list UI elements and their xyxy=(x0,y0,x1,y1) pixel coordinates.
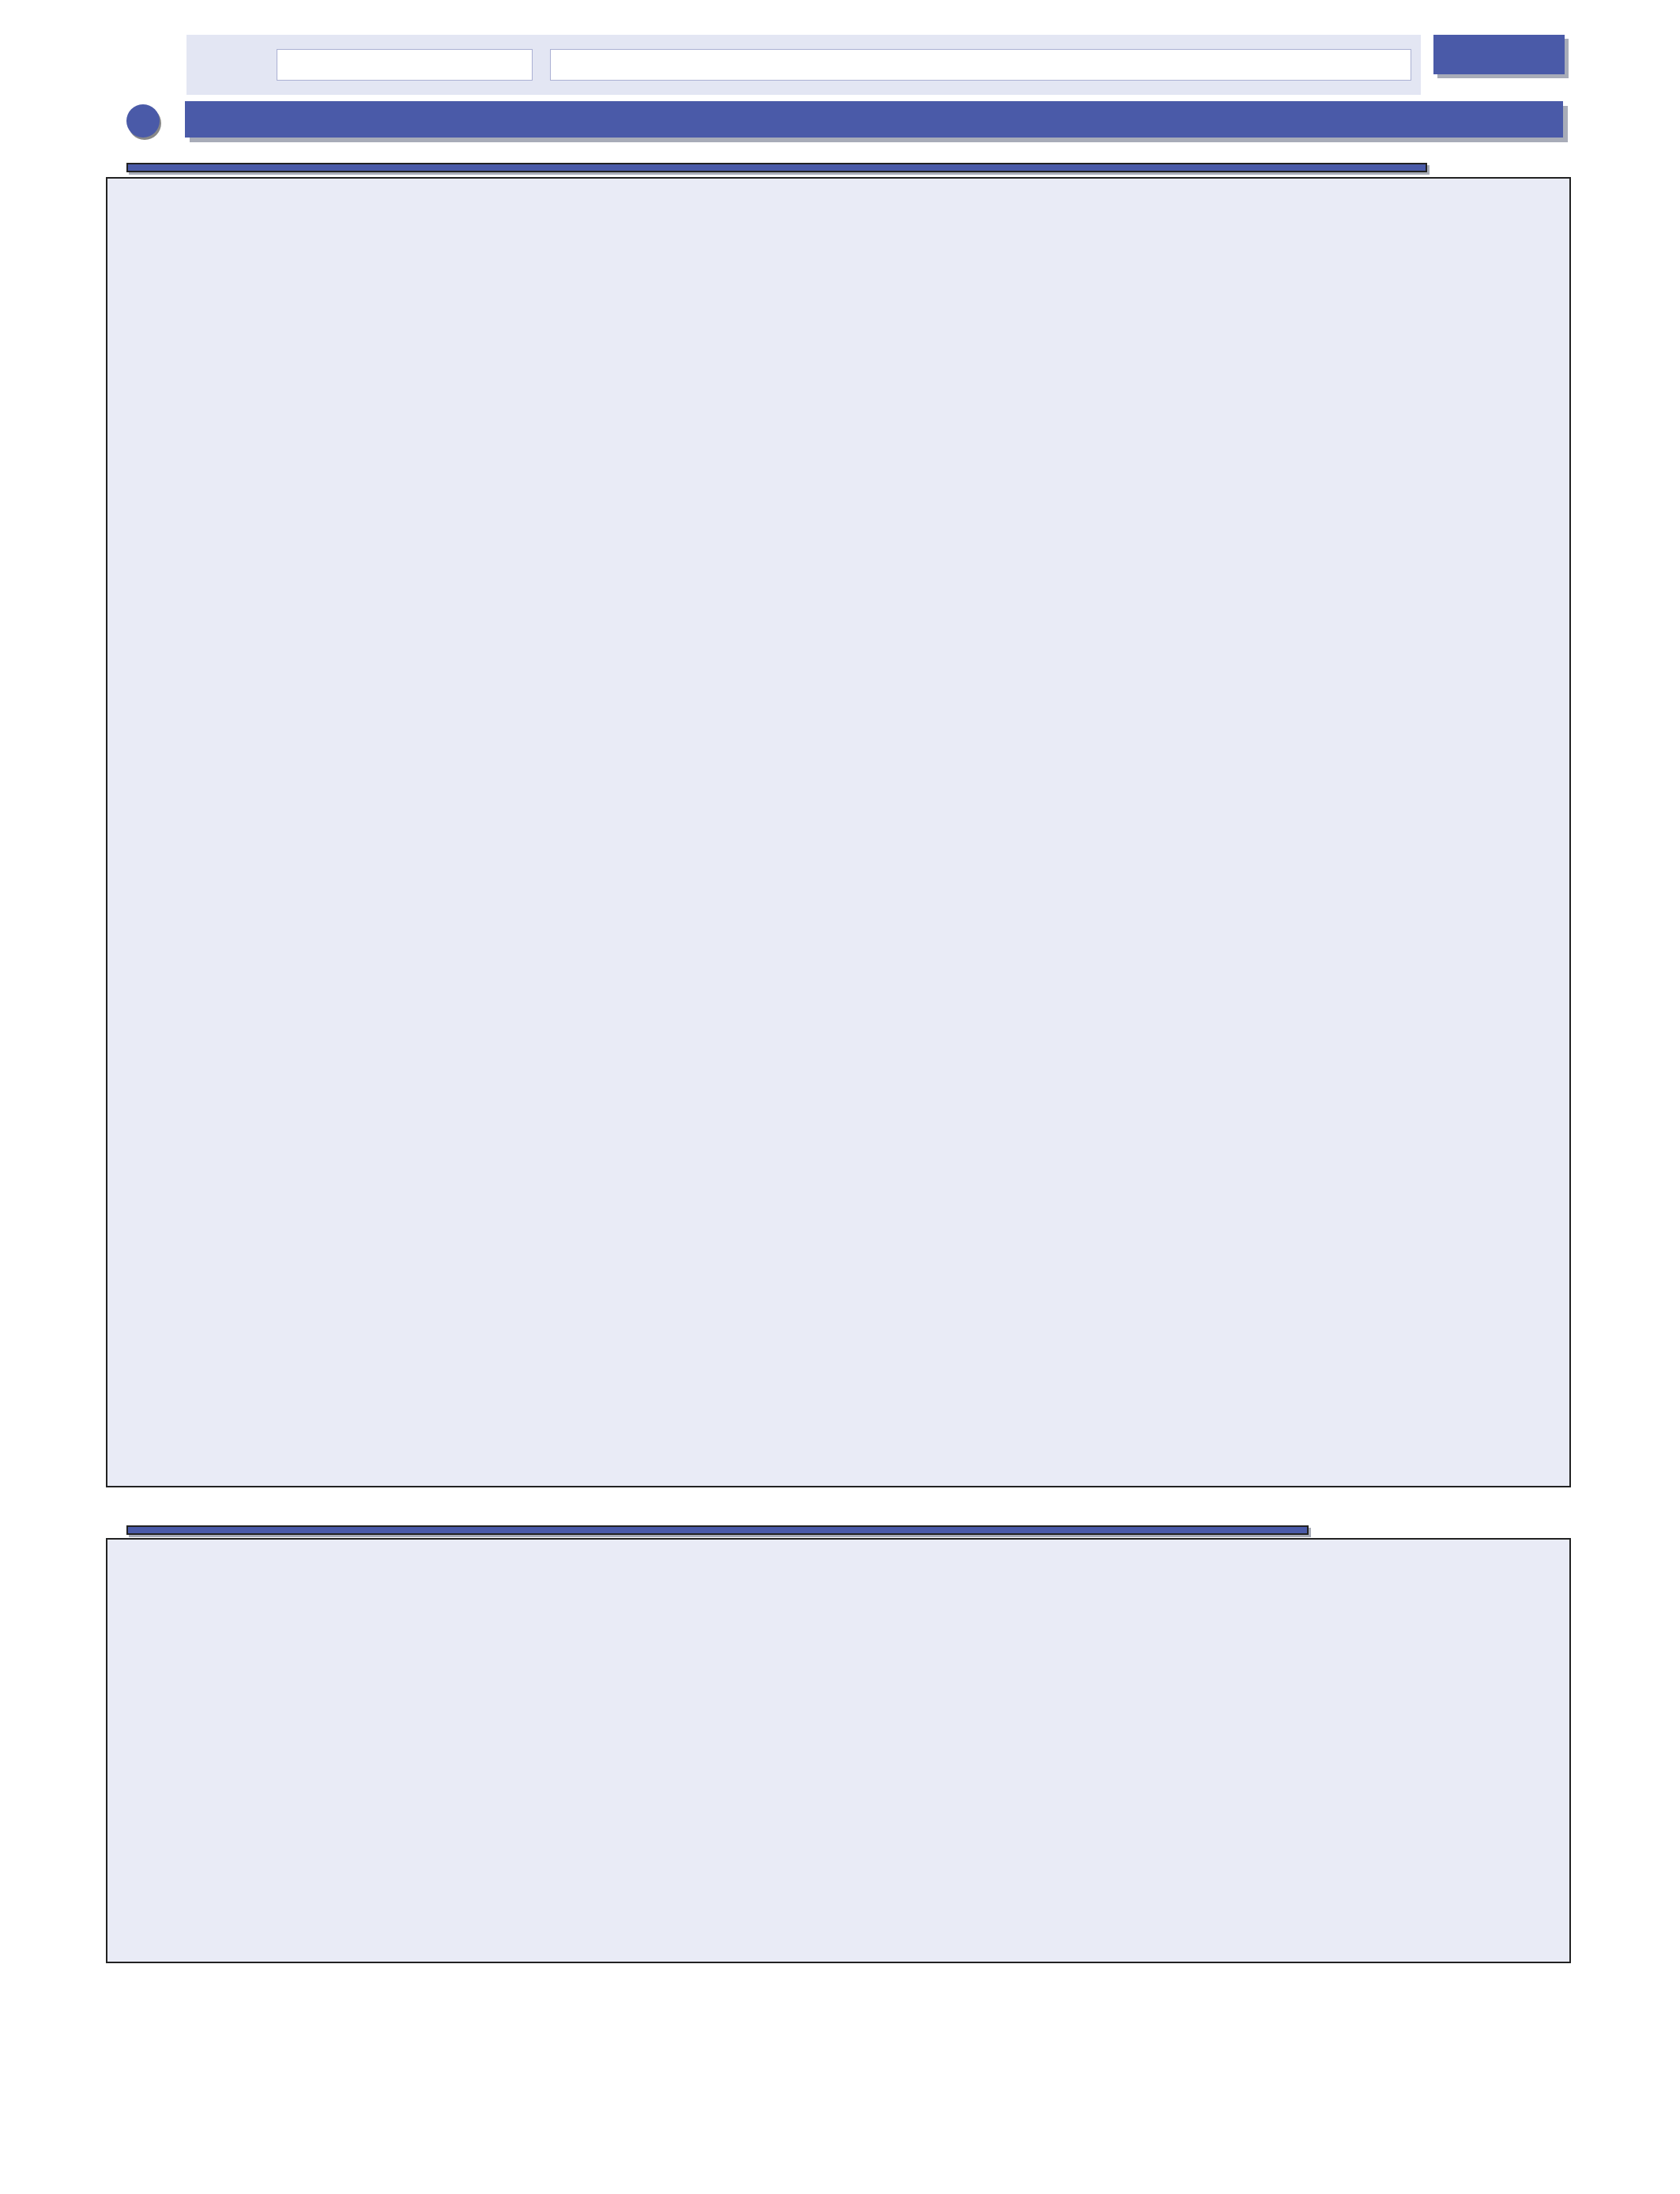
ejercicio-label xyxy=(106,30,179,32)
section-f-title-bar xyxy=(185,101,1563,138)
imputaciones-title xyxy=(126,1525,1309,1535)
apellidos-nombre-field[interactable] xyxy=(550,49,1411,81)
page-number-badge xyxy=(1433,35,1565,74)
section-f-badge xyxy=(126,104,160,138)
nif-field[interactable] xyxy=(277,49,533,81)
atribucion-rentas-title xyxy=(126,163,1427,172)
atribucion-rentas-section xyxy=(106,177,1571,1487)
imputaciones-section xyxy=(106,1538,1571,1963)
